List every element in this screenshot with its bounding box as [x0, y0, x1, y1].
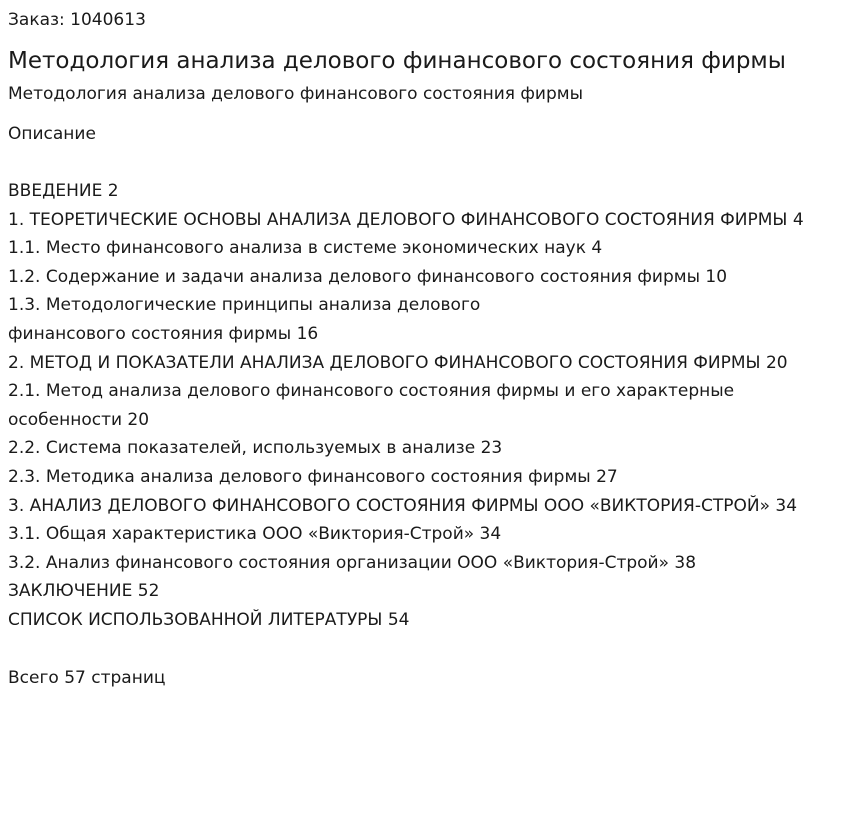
toc-item-conclusion: ЗАКЛЮЧЕНИЕ 52 — [8, 581, 160, 602]
toc-item-chapter-2: 2. МЕТОД И ПОКАЗАТЕЛИ АНАЛИЗА ДЕЛОВОГО ФИНАНСОВОГО СОСТОЯНИЯ ФИРМЫ 20 — [8, 352, 788, 373]
toc-item-references: СПИСОК ИСПОЛЬЗОВАННОЙ ЛИТЕРАТУРЫ 54 — [8, 609, 410, 630]
toc-item-chapter-3: 3. АНАЛИЗ ДЕЛОВОГО ФИНАНСОВОГО СОСТОЯНИЯ ФИРМЫ ООО «ВИКТОРИЯ-СТРОЙ» 34 — [8, 495, 798, 516]
toc-item-section-3-1: 3.1. Общая характеристика ООО «Виктория-Строй» 34 — [8, 524, 502, 545]
toc-item-section-2-3: 2.3. Методика анализа делового финансового состояния фирмы 27 — [8, 466, 618, 487]
toc-item-introduction: ВВЕДЕНИЕ 2 — [8, 181, 119, 201]
toc-item-section-3-2: 3.2. Анализ финансового состояния организации ООО «Виктория-Строй» 38 — [8, 552, 697, 573]
total-pages: Всего 57 страниц — [8, 667, 166, 688]
table-of-contents — [8, 177, 839, 635]
page-title: Методология анализа делового финансового состояния фирмы — [8, 48, 786, 74]
toc-item-section-2-1: 2.1. Метод анализа делового финансового состояния фирмы и его характерные особенности 20 — [8, 381, 735, 430]
order-number: Заказ: 1040613 — [8, 10, 146, 30]
page-subtitle: Методология анализа делового финансового состояния фирмы — [8, 84, 583, 104]
toc-item-section-1-3: 1.3. Методологические принципы анализа делового — [8, 295, 481, 316]
toc-item-section-1-3-cont: финансового состояния фирмы 16 — [8, 323, 319, 344]
toc-item-section-1-1: 1.1. Место финансового анализа в системе экономических наук 4 — [8, 238, 603, 259]
description-label: Описание — [8, 124, 96, 144]
toc-item-section-2-2: 2.2. Система показателей, используемых в анализе 23 — [8, 438, 503, 459]
toc-item-chapter-1: 1. ТЕОРЕТИЧЕСКИЕ ОСНОВЫ АНАЛИЗА ДЕЛОВОГО ФИНАНСОВОГО СОСТОЯНИЯ ФИРМЫ 4 — [8, 209, 804, 230]
toc-item-section-1-2: 1.2. Содержание и задачи анализа делового финансового состояния фирмы 10 — [8, 266, 728, 287]
